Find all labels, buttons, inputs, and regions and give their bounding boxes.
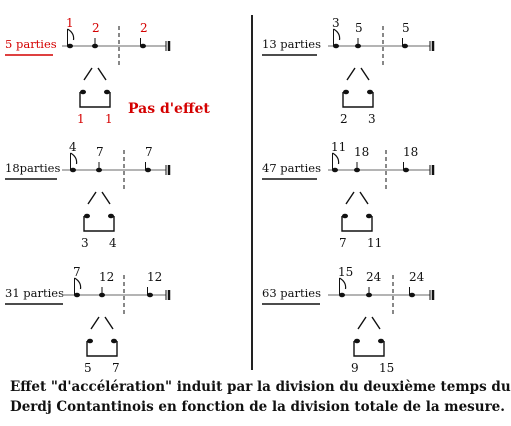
expansion-line bbox=[361, 68, 369, 80]
panel-label: 63 parties bbox=[262, 286, 322, 300]
top-number: 7 bbox=[145, 145, 153, 159]
bottom-number: 7 bbox=[339, 236, 347, 250]
expansion-line bbox=[372, 317, 380, 329]
caption-line-2: Derdj Contantinois en fonction de la division totale de la mesure. bbox=[10, 399, 505, 415]
note-head bbox=[343, 90, 349, 95]
bottom-number: 5 bbox=[84, 361, 92, 375]
expansion-line bbox=[358, 317, 366, 329]
note-head bbox=[84, 214, 90, 219]
note-head bbox=[354, 339, 360, 344]
top-number: 5 bbox=[402, 21, 410, 35]
top-number: 24 bbox=[409, 270, 425, 284]
expansion-line bbox=[360, 192, 368, 204]
no-effect-note: Pas d'effet bbox=[128, 101, 210, 117]
note-head bbox=[367, 90, 373, 95]
top-number: 18 bbox=[354, 145, 370, 159]
note-flag bbox=[333, 153, 339, 164]
top-number: 3 bbox=[332, 16, 340, 30]
beam-bracket bbox=[342, 216, 372, 231]
bottom-number: 3 bbox=[81, 236, 89, 250]
note-flag bbox=[334, 29, 340, 40]
beam-bracket bbox=[80, 92, 110, 107]
top-number: 5 bbox=[355, 21, 363, 35]
note-flag bbox=[75, 278, 81, 289]
top-number: 12 bbox=[99, 270, 115, 284]
top-number: 11 bbox=[331, 140, 347, 154]
caption bbox=[10, 377, 511, 417]
expansion-line bbox=[88, 192, 96, 204]
top-number: 7 bbox=[73, 265, 81, 279]
note-flag bbox=[68, 29, 74, 40]
top-number: 7 bbox=[96, 145, 104, 159]
top-number: 12 bbox=[147, 270, 163, 284]
panel-label: 31 parties bbox=[5, 286, 65, 300]
note-head bbox=[104, 90, 110, 95]
top-number: 18 bbox=[403, 145, 419, 159]
beam-bracket bbox=[354, 341, 384, 356]
top-number: 2 bbox=[140, 21, 148, 35]
bottom-number: 1 bbox=[77, 112, 85, 126]
top-number: 15 bbox=[338, 265, 354, 279]
expansion-line bbox=[91, 317, 99, 329]
top-number: 1 bbox=[66, 16, 74, 30]
beam-bracket bbox=[343, 92, 373, 107]
note-head bbox=[342, 214, 348, 219]
bottom-number: 7 bbox=[112, 361, 120, 375]
expansion-line bbox=[98, 68, 106, 80]
bottom-number: 4 bbox=[109, 236, 117, 250]
note-head bbox=[378, 339, 384, 344]
expansion-line bbox=[346, 192, 354, 204]
note-head bbox=[87, 339, 93, 344]
bottom-number: 3 bbox=[368, 112, 376, 126]
panel-label: 13 parties bbox=[262, 37, 322, 51]
expansion-line bbox=[84, 68, 92, 80]
caption-line-1: Effet "d'accélération" induit par la division du deuxième temps du bbox=[10, 379, 511, 395]
panel-label: 47 parties bbox=[262, 161, 322, 175]
note-head bbox=[111, 339, 117, 344]
bottom-number: 11 bbox=[367, 236, 383, 250]
note-head bbox=[366, 214, 372, 219]
bottom-number: 15 bbox=[379, 361, 395, 375]
beam-bracket bbox=[84, 216, 114, 231]
panel-label: 5 parties bbox=[5, 37, 57, 51]
top-number: 24 bbox=[366, 270, 382, 284]
expansion-line bbox=[347, 68, 355, 80]
bottom-number: 2 bbox=[340, 112, 348, 126]
note-head bbox=[80, 90, 86, 95]
note-flag bbox=[71, 153, 77, 164]
expansion-line bbox=[102, 192, 110, 204]
note-flag bbox=[340, 278, 346, 289]
bottom-number: 1 bbox=[105, 112, 113, 126]
bottom-number: 9 bbox=[351, 361, 359, 375]
top-number: 4 bbox=[69, 140, 77, 154]
note-head bbox=[108, 214, 114, 219]
expansion-line bbox=[105, 317, 113, 329]
top-number: 2 bbox=[92, 21, 100, 35]
beam-bracket bbox=[87, 341, 117, 356]
panel-label: 18parties bbox=[5, 161, 61, 175]
